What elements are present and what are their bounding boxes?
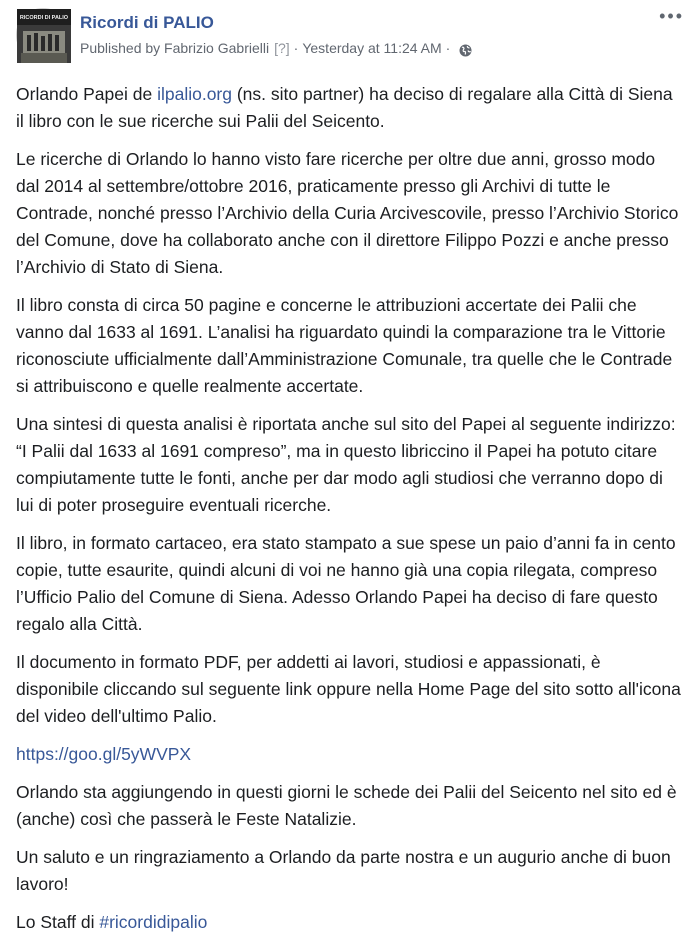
page-avatar[interactable] (16, 8, 70, 62)
pdf-short-link[interactable]: https://goo.gl/5yWVPX (16, 744, 192, 764)
post-meta (80, 38, 682, 58)
post-header (16, 8, 682, 66)
paragraph-10: Lo Staff di #ricordidipalio (16, 912, 208, 932)
paragraph-5: Il libro, in formato cartaceo, era stato stampato a sue spese un paio d’anni fa in cento copie, tutte esaurite, quindi alcuni di voi ne hanno già una copia rilegata, compreso l’Ufficio Palio del Comune di Siena. Adesso Orlando Papei ha deciso di fare questo regalo alla Città. (16, 533, 676, 634)
published-by: Published by Fabrizio Gabrielli (80, 40, 270, 56)
meta-separator-2: · (445, 40, 451, 56)
paragraph-8: Orlando sta aggiungendo in questi giorni le schede dei Palii del Seicento nel sito ed è (anche) così che passerà le Feste Natalizie. (16, 782, 677, 829)
help-marker[interactable]: [?] (274, 40, 290, 56)
post-body (16, 81, 682, 936)
post-timestamp[interactable]: Yesterday at 11:24 AM (302, 40, 442, 56)
page-name-link[interactable]: Ricordi di PALIO (80, 13, 214, 32)
avatar-logo-text: RICORDI DI PALIO (19, 15, 69, 21)
paragraph-3: Il libro consta di circa 50 pagine e concerne le attribuzioni accertate dei Palii che vanno dal 1633 al 1691. L’analisi ha riguardato quindi la comparazione tra le Vittorie riconosciute ufficialmente dall’Amministrazione Comunale, tra quelle che le Contrade si attribuiscono e quelle realmente accertate. (16, 295, 673, 396)
ilpalio-link[interactable]: ilpalio.org (157, 84, 232, 104)
header-text (80, 8, 682, 58)
avatar-image (17, 9, 71, 63)
paragraph-1: Orlando Papei de ilpalio.org (ns. sito partner) ha deciso di regalare alla Città di Siena il libro con le sue ricerche sui Palii del Seicento. (16, 84, 673, 131)
paragraph-9: Un saluto e un ringraziamento a Orlando da parte nostra e un augurio anche di buon lavoro! (16, 847, 671, 894)
meta-separator: · (293, 40, 299, 56)
paragraph-2: Le ricerche di Orlando lo hanno visto fare ricerche per oltre due anni, grosso modo dal 2014 al settembre/ottobre 2016, praticamente presso gli Archivi di tutte le Contrade, nonché presso l’Archivio della Curia Arcivescovile, presso l’Archivio Storico del Comune, dove ha collaborato anche con il direttore Filippo Pozzi e anche presso l’Archivio di Stato di Siena. (16, 149, 679, 277)
hashtag-link[interactable]: #ricordidipalio (99, 912, 208, 932)
globe-icon[interactable] (459, 42, 472, 55)
paragraph-6: Il documento in formato PDF, per addetti ai lavori, studiosi e appassionati, è disponibile cliccando sul seguente link oppure nella Home Page del sito sotto all'icona del video dell'ultimo Palio. (16, 652, 681, 726)
more-options-icon[interactable]: ••• (659, 6, 684, 26)
paragraph-4: Una sintesi di questa analisi è riportata anche sul sito del Papei al seguente indirizzo: “I Palii dal 1633 al 1691 compreso”, ma in questo libriccino il Papei ha potuto citare compiutamente tutte le fonti, anche per dar modo agli studiosi che verranno dopo di lui di poter proseguire eventuali ricerche. (16, 414, 676, 515)
paragraph-7 (16, 741, 682, 768)
